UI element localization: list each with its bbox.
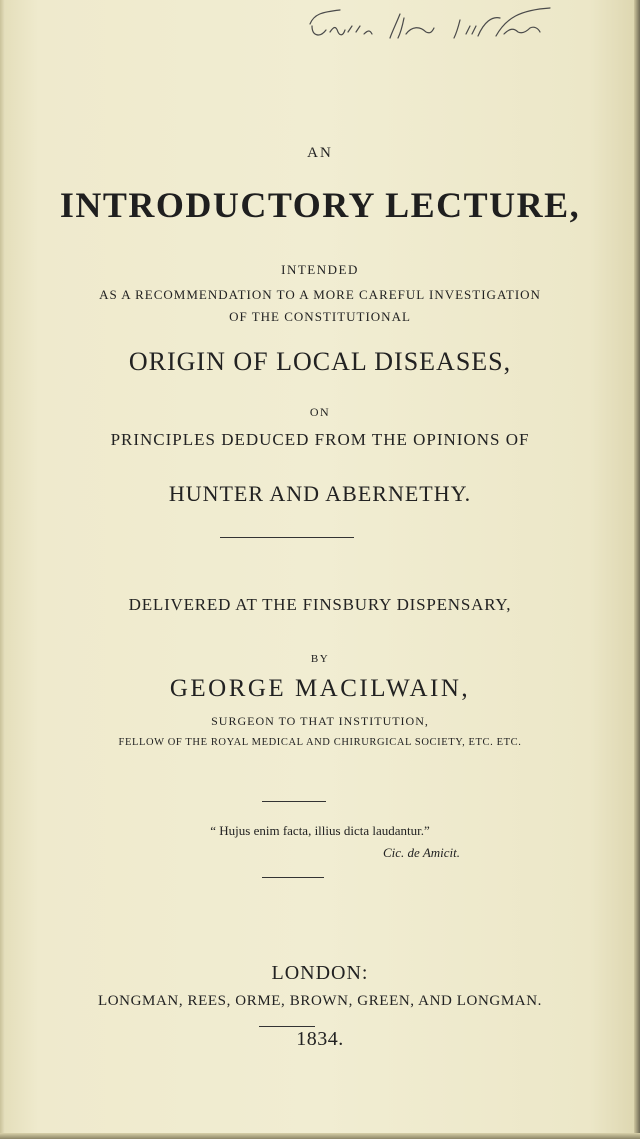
title-principles: PRINCIPLES DEDUCED FROM THE OPINIONS OF xyxy=(110,430,530,449)
title-authorities: HUNTER AND ABERNETHY. xyxy=(168,481,472,506)
imprint-publishers: LONGMAN, REES, ORME, BROWN, GREEN, AND LONGMAN. xyxy=(97,993,543,1009)
handwritten-inscription-icon xyxy=(300,6,560,46)
title-epigraph: “ Hujus enim facta, illius dicta laudantur.” xyxy=(210,823,430,838)
title-main: INTRODUCTORY LECTURE, xyxy=(59,185,581,225)
divider-rule-1 xyxy=(220,537,354,538)
divider-rule-4 xyxy=(259,1026,315,1027)
divider-rule-3 xyxy=(262,877,324,878)
divider-rule-2 xyxy=(262,801,326,802)
imprint-city: LONDON: xyxy=(271,962,369,984)
title-article: AN xyxy=(307,145,333,161)
title-intended: INTENDED xyxy=(281,262,359,277)
title-by: BY xyxy=(310,653,330,665)
title-subject: ORIGIN OF LOCAL DISEASES, xyxy=(128,347,512,376)
page-bottom-edge xyxy=(0,1133,640,1139)
title-epigraph-source: Cic. de Amicit. xyxy=(383,845,461,860)
title-author-role: SURGEON TO THAT INSTITUTION, xyxy=(211,714,429,728)
title-author-fellowship: FELLOW OF THE ROYAL MEDICAL AND CHIRURGICAL SOCIETY, ETC. ETC. xyxy=(118,737,522,748)
imprint-year: 1834. xyxy=(296,1028,344,1050)
title-purpose-line-2: OF THE CONSTITUTIONAL xyxy=(229,309,411,324)
title-purpose-line-1: AS A RECOMMENDATION TO A MORE CAREFUL INVESTIGATION xyxy=(99,287,541,302)
title-on: ON xyxy=(309,405,331,419)
title-author: GEORGE MACILWAIN, xyxy=(169,675,471,702)
title-delivered: DELIVERED AT THE FINSBURY DISPENSARY, xyxy=(128,595,512,614)
